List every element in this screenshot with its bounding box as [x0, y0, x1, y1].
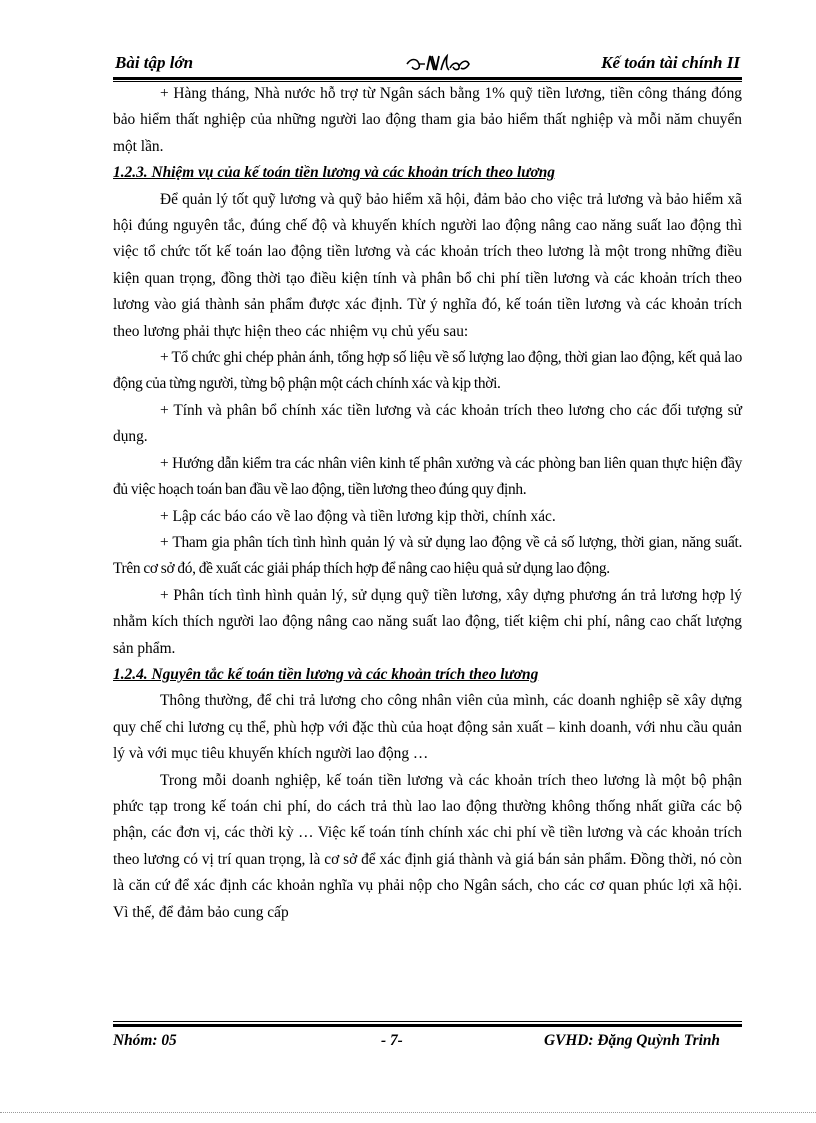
- page-header: [113, 50, 742, 76]
- page-bottom-dotted-line: [0, 1112, 816, 1113]
- section-heading-1-2-4: 1.2.4. Nguyên tắc kế toán tiền lương và các khoản trích theo lương: [113, 665, 539, 683]
- bullet-paragraph: + Tổ chức ghi chép phản ánh, tổng hợp số liệu về số lượng lao động, thời gian lao động, kết quả lao động của từng người, từng bộ phận một cách chính xác và kịp thời.: [113, 349, 742, 393]
- bullet-paragraph: + Tính và phân bổ chính xác tiền lương và các khoản trích theo lương cho các đối tượng sử dụng.: [113, 401, 742, 446]
- paragraph: Trong mỗi doanh nghiệp, kế toán tiền lương và các khoản trích theo lương là một bộ phận phức tạp trong kế toán chi phí, do cách trả thù lao lao động thường không thống nhất giữa các bộ phận, các đơn vị, các thời kỳ … Việc kế toán tính chính xác chi phí về tiền lương và các khoản trích theo lương có vị trí quan trọng, là cơ sở để xác định giá thành và giá bán sản phẩm. Đồng thời, nó còn là căn cứ để xác định các khoản nghĩa vụ phải nộp cho Ngân sách, cho các cơ quan phúc lợi xã hội. Vì thế, để đảm bảo cung cấp: [113, 771, 742, 921]
- paragraph: Thông thường, để chi trả lương cho công nhân viên của mình, các doanh nghiệp sẽ xây dựng quy chế chi lương cụ thể, phù hợp với đặc thù của hoạt động sản xuất – kinh doanh, với nhu cầu quản lý và với mục tiêu khuyến khích người lao động …: [113, 692, 742, 763]
- decorative-ornament-icon: [403, 52, 473, 74]
- paragraph: + Hàng tháng, Nhà nước hỗ trợ từ Ngân sách bằng 1% quỹ tiền lương, tiền công tháng đóng bảo hiểm thất nghiệp của những người lao động tham gia bảo hiểm thất nghiệp và mỗi năm chuyển một lần.: [113, 85, 742, 155]
- page-number: - 7-: [381, 1032, 403, 1049]
- footer-rule-thin: [113, 1021, 742, 1022]
- bullet-paragraph: + Hướng dẫn kiểm tra các nhân viên kinh tế phân xưởng và các phòng ban liên quan thực hiện đầy đủ việc hoạch toán ban đầu về lao động, tiền lương theo đúng quy định.: [113, 454, 742, 499]
- header-rule-thick: [113, 77, 742, 80]
- header-course-title: Bài tập lớn: [115, 53, 194, 72]
- page-body: [113, 81, 742, 926]
- header-subject-title: Kế toán tài chính II: [601, 53, 740, 72]
- bullet-paragraph: + Phân tích tình hình quản lý, sử dụng quỹ tiền lương, xây dựng phương án trả lương hợp lý nhằm kích thích người lao động nâng cao năng suất lao động, tiết kiệm chi phí, nâng cao chất lượng sản phẩm.: [113, 586, 742, 657]
- section-heading-1-2-3: 1.2.3. Nhiệm vụ của kế toán tiền lương và các khoản trích theo lương: [113, 164, 555, 182]
- footer-group: Nhóm: 05: [113, 1032, 177, 1049]
- bullet-paragraph: + Tham gia phân tích tình hình quản lý và sử dụng lao động về cả số lượng, thời gian, năng suất. Trên cơ sở đó, đề xuất các giải pháp thích hợp để nâng cao hiệu quả sử dụng lao động.: [113, 533, 742, 578]
- page-footer: [113, 1030, 742, 1054]
- paragraph: Để quản lý tốt quỹ lương và quỹ bảo hiểm xã hội, đảm bảo cho việc trả lương và bảo hiểm xã hội đúng nguyên tắc, đúng chế độ và khuyến khích người lao động nâng cao năng suất lao động thì việc tổ chức tốt kế toán lao động tiền lương và các khoản trích theo lương là một trong những điều kiện quan trọng, đồng thời tạo điều kiện tính và phân bổ chi phí tiền lương và các khoản trích theo lương vào giá thành sản phẩm được xác định. Từ ý nghĩa đó, kế toán tiền lương và các khoản trích theo lương phải thực hiện theo các nhiệm vụ chủ yếu sau:: [113, 190, 742, 340]
- footer-rule-thick: [113, 1024, 742, 1027]
- bullet-paragraph: + Lập các báo cáo về lao động và tiền lương kịp thời, chính xác.: [160, 507, 556, 525]
- footer-instructor: GVHD: Đặng Quỳnh Trinh: [543, 1032, 720, 1049]
